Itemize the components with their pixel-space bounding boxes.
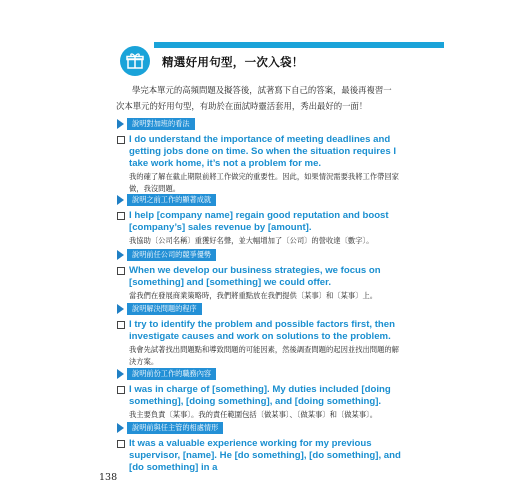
section-problem-solving [117,303,407,368]
title-banner [108,42,444,76]
sentence-translation: 我主要負責〔某事〕。我的責任範圍包括〔做某事〕、〔做某事〕和〔做某事〕。 [129,410,378,419]
arrow-right-icon [117,250,124,260]
sentence-text: I was in charge of [something]. My duties included [doing something], [doing something], and [doing something]. [129,384,391,407]
checkbox-icon[interactable] [117,440,125,448]
section-tab: 說明前份工作的職務內容 [127,368,216,380]
intro-line-1: 學完本單元的高頻問題及擬答後，試著寫下自己的答案，最後再複習一 [132,85,392,95]
section-label [117,422,407,434]
section-competitive-edge [117,249,407,302]
sentence-text: I try to identify the problem and possible factors first, then investigate causes and work on solutions to the problem. [129,319,395,342]
intro-line-2: 次本單元的好用句型，有助於在面試時靈活套用，秀出最好的一面！ [116,101,368,111]
section-tab: 說明之前工作的顯著成就 [127,194,216,206]
checkbox-icon[interactable] [117,321,125,329]
section-label [117,194,407,206]
section-tab: 說明前與任主管的相處情形 [127,422,223,434]
section-tab: 說明解決問題的程序 [127,303,202,315]
page-number: 138 [99,472,118,483]
intro-paragraph [116,82,394,114]
arrow-right-icon [117,423,124,433]
sentence-text: I do understand the importance of meeting deadlines and getting jobs done on time. So when the situation requires I take work home, it’s not a problem for me. [129,134,397,169]
key-sentence [117,384,407,408]
section-label [117,249,407,261]
key-sentence [117,134,407,170]
section-supervisor [117,422,407,474]
section-label [117,303,407,315]
sentence-text: I help [company name] regain good reputation and boost [company’s] sales revenue by [amount]. [129,210,389,233]
checkbox-icon[interactable] [117,136,125,144]
key-sentence [117,438,407,474]
page-title: 精選好用句型，一次入袋！ [162,55,304,69]
section-overtime [117,118,407,195]
key-sentence [117,210,407,234]
sentence-translation: 我會先試著找出問題點和導致問題的可能因素，然後調查問題的起因並找出問題的解決方案。 [129,345,399,366]
section-achievement [117,194,407,247]
key-sentence [117,265,407,289]
arrow-right-icon [117,195,124,205]
arrow-right-icon [117,119,124,129]
sentence-translation: 我的確了解在截止期限前將工作做完的重要性。因此，如果情況需要我將工作帶回家做，我沒問題。 [129,172,399,193]
gift-icon [120,46,150,76]
key-sentence [117,319,407,343]
sentence-text: When we develop our business strategies, we focus on [something] and [something] we could offer. [129,265,381,288]
checkbox-icon[interactable] [117,386,125,394]
checkbox-icon[interactable] [117,212,125,220]
section-tab: 說明前任公司的競爭優勢 [127,249,216,261]
arrow-right-icon [117,304,124,314]
section-label [117,368,407,380]
sentence-translation: 當我們在發展商業策略時，我們將重點放在我們提供〔某事〕和〔某事〕上。 [129,291,378,300]
banner-bar [154,42,444,48]
section-label [117,118,407,130]
section-duties [117,368,407,421]
section-tab: 說明對加班的看法 [127,118,195,130]
checkbox-icon[interactable] [117,267,125,275]
sentence-translation: 我協助〔公司名稱〕重獲好名聲，並大幅增加了〔公司〕的營收達〔數字〕。 [129,236,374,245]
sentence-text: It was a valuable experience working for my previous supervisor, [name]. He [do something], [do something], and [do something] in a [129,438,401,473]
arrow-right-icon [117,369,124,379]
